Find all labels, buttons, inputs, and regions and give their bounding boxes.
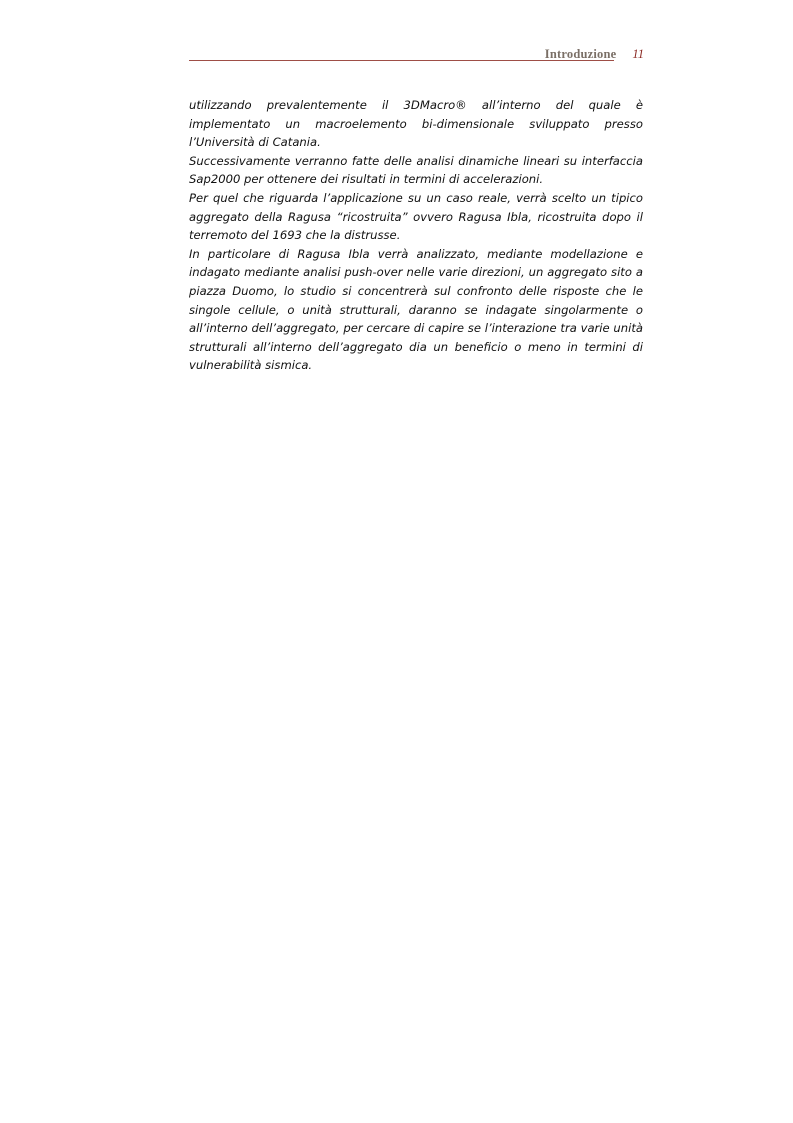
paragraph: In particolare di Ragusa Ibla verrà analizzato, mediante modellazione e indagato mediante analisi push-over nelle varie direzioni, un aggregato sito a piazza Duomo, lo studio si concentrerà sul confronto delle risposte che le singole cellule, o unità strutturali, daranno se indagate singolarmente o all’interno dell’aggregato, per cercare di capire se l’interazione tra varie unità strutturali all’interno dell’aggregato dia un beneficio o meno in termini di vulnerabilità sismica.: [189, 246, 643, 373]
page-number: 11: [632, 47, 644, 61]
section-title: Introduzione: [544, 47, 617, 61]
header-rule: [189, 60, 614, 61]
body-text: [189, 96, 643, 375]
paragraph: Successivamente verranno fatte delle analisi dinamiche lineari su interfaccia Sap2000 per ottenere dei risultati in termini di accelerazioni.: [189, 153, 643, 187]
paragraph: utilizzando prevalentemente il 3DMacro® all’interno del quale è implementato un macroelemento bi-dimensionale sviluppato presso l’Università di Catania.: [189, 98, 643, 150]
paragraph: Per quel che riguarda l’applicazione su un caso reale, verrà scelto un tipico aggregato della Ragusa “ricostruita” ovvero Ragusa Ibla, ricostruita dopo il terremoto del 1693 che la distrusse.: [189, 190, 643, 243]
